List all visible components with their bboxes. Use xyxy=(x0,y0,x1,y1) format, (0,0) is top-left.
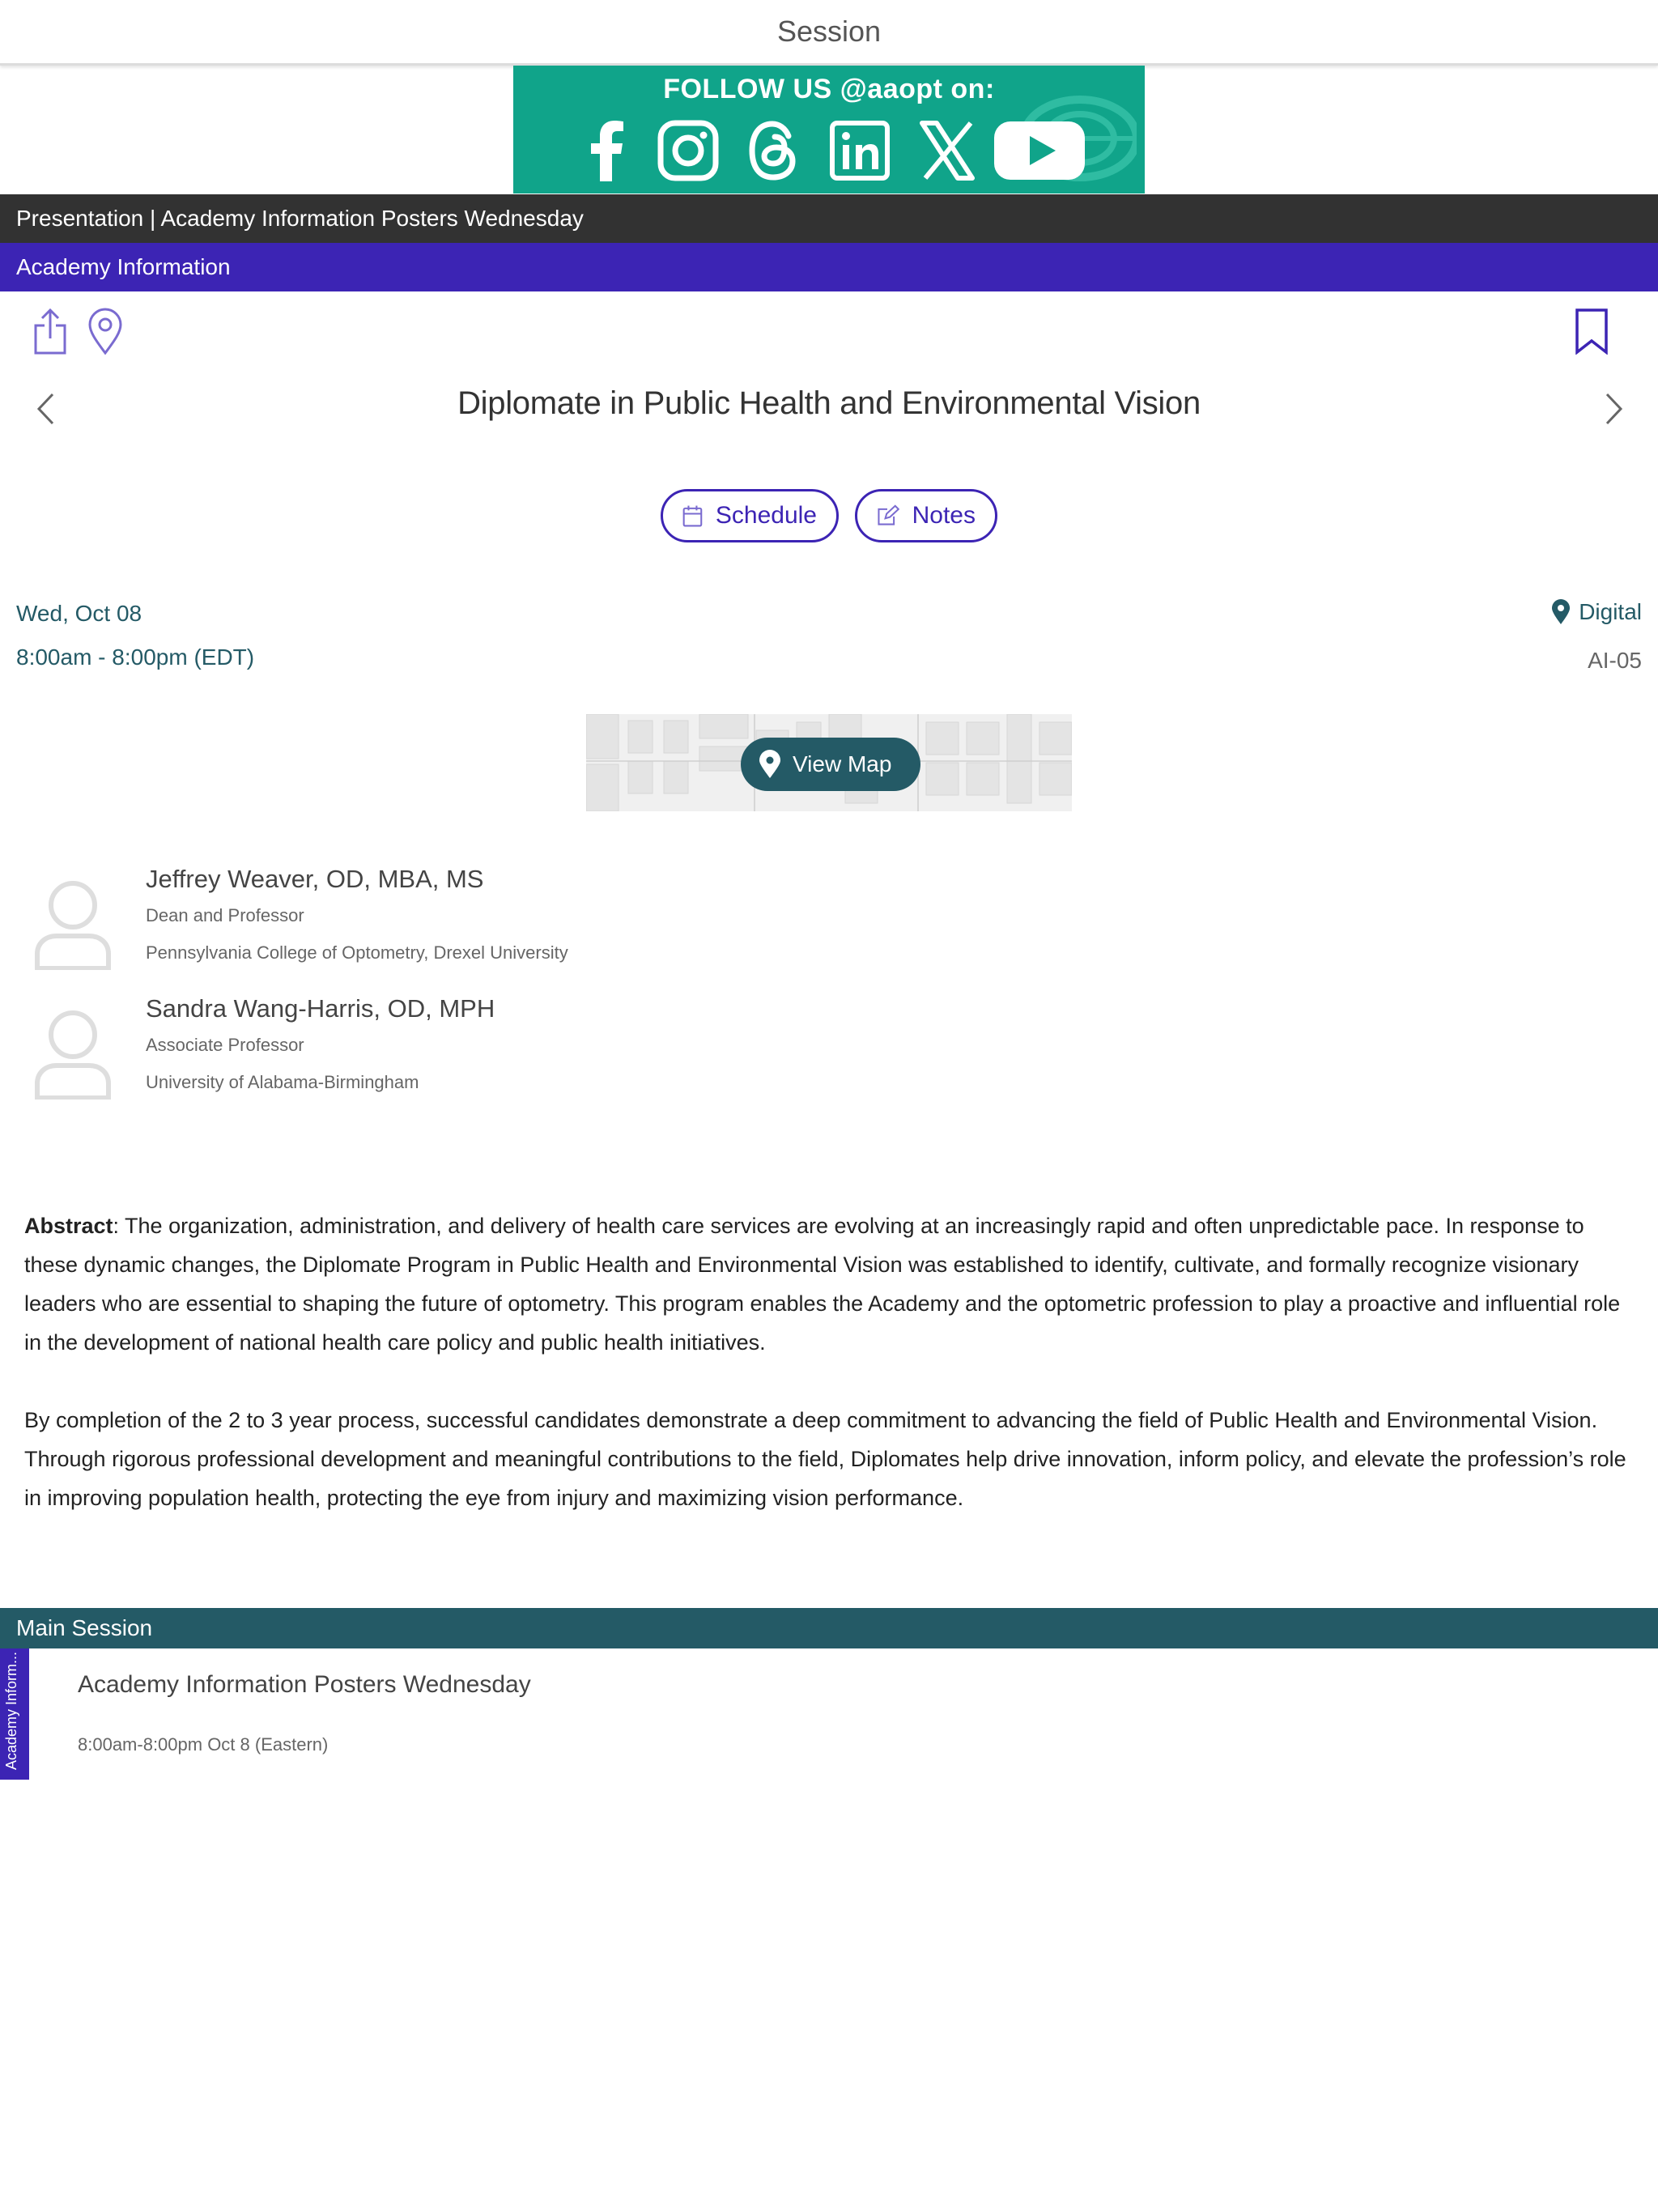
speaker-organization: University of Alabama-Birmingham xyxy=(146,1072,419,1092)
calendar-icon xyxy=(682,502,703,530)
session-time: 8:00am - 8:00pm (EDT) xyxy=(16,644,255,670)
speaker-organization: Pennsylvania College of Optometry, Drexel University xyxy=(146,942,568,963)
speaker-title: Associate Professor xyxy=(146,1035,304,1055)
abstract-section xyxy=(24,1206,1635,1556)
bookmark-icon[interactable] xyxy=(1571,306,1613,356)
schedule-button-label: Schedule xyxy=(715,502,817,529)
view-map-label: View Map xyxy=(793,751,892,776)
speaker-name: Sandra Wang-Harris, OD, MPH xyxy=(146,994,495,1023)
location-pin-icon xyxy=(759,750,781,779)
next-session-chevron-icon[interactable] xyxy=(1598,389,1630,429)
schedule-button[interactable] xyxy=(661,489,839,542)
speaker-card[interactable] xyxy=(0,988,729,1109)
page-title: Session xyxy=(776,15,882,48)
speaker-card[interactable] xyxy=(0,858,729,980)
share-icon[interactable] xyxy=(29,306,71,356)
x-icon[interactable] xyxy=(903,116,991,185)
main-session-title[interactable]: Academy Information Posters Wednesday xyxy=(78,1671,531,1698)
map-pin-icon[interactable] xyxy=(84,306,126,356)
location-pin-icon xyxy=(1551,599,1571,625)
speaker-name: Jeffrey Weaver, OD, MBA, MS xyxy=(146,865,484,893)
notes-button-label: Notes xyxy=(912,502,976,529)
social-icons xyxy=(570,116,1088,185)
track-label: Academy Information xyxy=(0,243,1658,291)
top-navbar xyxy=(0,0,1658,66)
main-session-header: Main Session xyxy=(0,1608,1658,1648)
track-color-tab xyxy=(0,1648,29,1780)
notes-button[interactable] xyxy=(855,489,997,542)
location-label: Digital xyxy=(1579,599,1642,624)
banner-text: FOLLOW US @aaopt on: xyxy=(663,74,995,104)
previous-session-chevron-icon[interactable] xyxy=(29,389,62,429)
youtube-icon[interactable] xyxy=(991,116,1088,185)
edit-note-icon xyxy=(877,502,899,530)
view-map-button[interactable] xyxy=(741,738,920,791)
facebook-icon[interactable] xyxy=(570,116,644,185)
instagram-icon[interactable] xyxy=(644,116,732,185)
avatar-placeholder-icon xyxy=(32,873,113,970)
linkedin-icon[interactable] xyxy=(816,116,903,185)
session-code: AI-05 xyxy=(1588,648,1642,673)
threads-icon[interactable] xyxy=(732,116,816,185)
abstract-label: Abstract xyxy=(24,1214,113,1238)
abstract-paragraph xyxy=(24,1206,1635,1362)
main-session-time: 8:00am-8:00pm Oct 8 (Eastern) xyxy=(78,1734,329,1755)
breadcrumb: Presentation | Academy Information Posters Wednesday xyxy=(0,194,1658,243)
session-title: Diplomate in Public Health and Environmental Vision xyxy=(457,385,1201,421)
follow-us-banner[interactable] xyxy=(513,66,1145,194)
session-location[interactable] xyxy=(1551,599,1642,625)
track-tab-label: Academy Inform... xyxy=(3,1651,19,1770)
speaker-title: Dean and Professor xyxy=(146,905,304,925)
session-date: Wed, Oct 08 xyxy=(16,601,142,626)
avatar-placeholder-icon xyxy=(32,1002,113,1100)
abstract-text: : The organization, administration, and delivery of health care services are evolving at an increasingly rapid and often unpredictable pace. In response to these dynamic changes, the Diplomate Program in Public Health and Environmental Vision was established to identify, cultivate, and formally recognize visionary leaders who are essential to shaping the future of optometry. This program enables the Academy and the optometric profession to play a proactive and influential role in the development of national health care policy and public health initiatives. xyxy=(24,1214,1621,1355)
abstract-paragraph: By completion of the 2 to 3 year process, successful candidates demonstrate a deep commitment to advancing the field of Public Health and Environmental Vision. Through rigorous professional development and meaningful contributions to the field, Diplomates help drive innovation, inform policy, and elevate the profession’s role in improving population health, protecting the eye from injury and maximizing vision performance. xyxy=(24,1408,1626,1510)
